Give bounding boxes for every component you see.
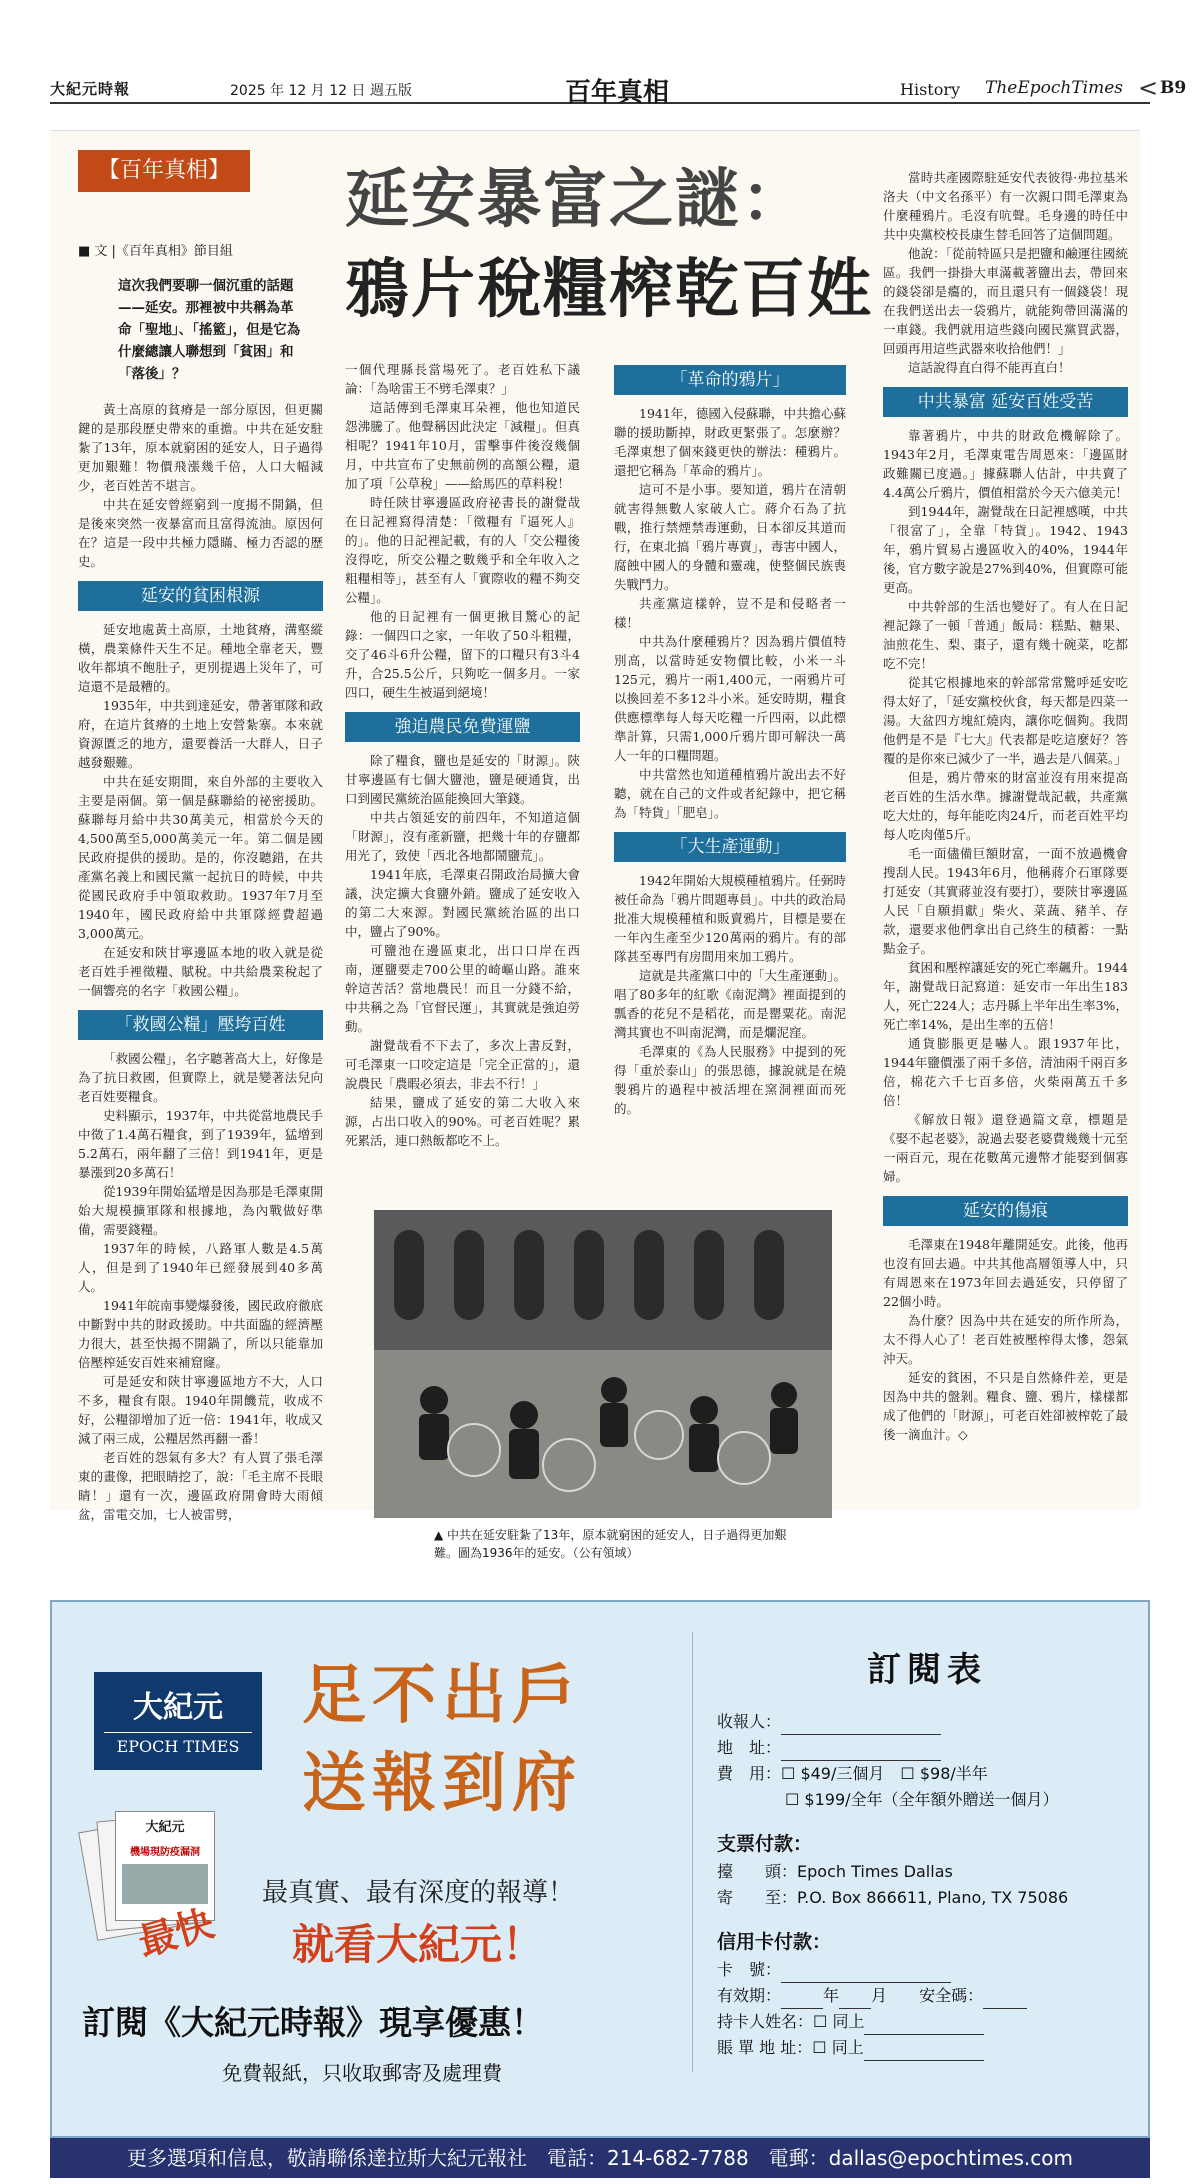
paragraph: 中共幹部的生活也變好了。有人在日記裡記錄了一頓「普通」飯局：糕點、糖果、油煎花生、梨、棗子，還有幾十碗菜，吃都吃不完！ <box>883 599 1128 671</box>
paragraph: 這就是共產黨口中的「大生產運動」。唱了80多年的紅歌《南泥灣》裡面提到的瓢香的花兒不是稻花，而是罌粟花。南泥灣其實也不叫南泥灣，而是爛泥窪。 <box>614 968 846 1040</box>
paragraph: 這可不是小事。要知道，鴉片在清朝就害得無數人家破人亡。蔣介石為了抗戰，推行禁煙禁毒運動，日本卻反其道而行，在東北搞「鴉片專賣」，毒害中國人，腐蝕中國人的身體和靈魂，使整個民族喪失戰鬥力。 <box>614 482 846 592</box>
ad-read-epoch: 就看大紀元！ <box>292 1920 545 1969</box>
paragraph: 在延安和陝甘寧邊區本地的收入就是從老百姓手裡徵糧、賦稅。中共給農業稅起了一個響亮的名字「救國公糧」。 <box>78 945 323 998</box>
option-3-months[interactable]: ☐ $49/三個月 <box>781 1764 885 1783</box>
ad-slogan: 最真實、最有深度的報導！ <box>262 1878 575 1908</box>
card-number-field[interactable]: 卡 號： <box>717 1957 1137 1983</box>
chevron-left-icon: < <box>1138 74 1159 102</box>
paragraph: 謝覺哉看不下去了，多次上書反對，可毛澤東一口咬定這是「完全正當的」，還說農民「農暇必須去，非去不行！」 <box>345 1038 580 1091</box>
ad-free-paper: 免費報紙，只收取郵寄及處理費 <box>222 2061 502 2085</box>
paragraph: 中共為什麼種鴉片？因為鴉片價值特別高，以當時延安物價比較，小米一斗125元，鴉片一兩1,400元，一兩鴉片可以換回差不多12斗小米。延安時期，糧食供應標準每人每天吃糧一斤四兩，以此標準計算，只需1,000斤鴉片即可解決一萬人一年的口糧問題。 <box>614 634 846 763</box>
paragraph: 中共在延安期間，來自外部的主要收入主要是兩個。第一個是蘇聯給的祕密援助。蘇聯每月給中共30萬美元，相當於今天的4,500萬至5,000萬美元一年。第二個是國民政府提供的援助。是的，你沒聽錯，在共產黨名義上和國民黨一起抗日的時候，中共從國民政府手中領取救助。1937年7月至1940年，國民政府給中共軍隊經費超過3,000萬元。 <box>78 774 323 941</box>
cardholder-field[interactable]: 持卡人姓名：☐ 同上 <box>717 2009 1137 2035</box>
issue-date: 2025 年 12 月 12 日 週五版 <box>230 83 412 99</box>
masthead-logo: 大紀元時報 <box>50 80 131 98</box>
paragraph: 1942年開始大規模種植鴉片。任弼時被任命為「鴉片問題專員」。中共的政治局批准大規模種植和販賣鴉片，目標是要在一年內生產至少120萬兩的鴉片。有的部隊甚至專門有房間用來加工鴉片。 <box>614 873 846 964</box>
article-column-1 <box>78 400 323 1524</box>
ad-subscribe-offer: 訂閱《大紀元時報》現享優惠！ <box>82 2003 544 2042</box>
paragraph: 為什麼？因為中共在延安的所作所為，太不得人心了！老百姓被壓榨得太慘，怨氣沖天。 <box>883 1313 1128 1366</box>
paragraph: 黃土高原的貧瘠是一部分原因，但更關鍵的是那段歷史帶來的重擔。中共在延安駐紮了13年，原本就窮困的延安人，日子過得更加艱難！物價飛漲幾千倍，人口大幅減少，老百姓苦不堪言。 <box>78 402 323 493</box>
ad-headline-1: 足不出戶 <box>302 1658 582 1733</box>
option-full-year[interactable]: ☐ $199/全年（全年額外贈送一個月） <box>785 1790 1059 1809</box>
card-payment-heading: 信用卡付款： <box>717 1931 832 1953</box>
section-title: 百年真相 <box>565 78 670 108</box>
logo-english: EPOCH TIMES <box>104 1732 252 1756</box>
paragraph: 延安地處黃土高原，土地貧瘠，溝壑縱橫，農業條件天生不足。種地全靠老天，豐收年都填不飽肚子，更別提遇上災年了，可這還不是最糟的。 <box>78 622 323 694</box>
byline: ■ 文 |《百年真相》節目組 <box>78 244 233 259</box>
subheading: 延安的傷痕 <box>883 1196 1128 1226</box>
paragraph: 1941年，德國入侵蘇聯，中共擔心蘇聯的援助斷掉，財政更緊張了。怎麼辦？毛澤東想了個來錢更快的辦法：種鴉片。還把它稱為「革命的鴉片」。 <box>614 406 846 478</box>
same-as-above-checkbox[interactable]: ☐ 同上 <box>813 2012 865 2031</box>
ad-fastest: 最快 <box>133 1900 219 1965</box>
historical-photo <box>374 1210 832 1518</box>
paragraph: 共產黨這樣幹，豈不是和侵略者一樣！ <box>614 596 846 630</box>
paragraph: 他的日記裡有一個更揪目驚心的記錄：一個四口之家，一年收了50斗粗糧，交了46斗6升公糧，留下的口糧只有3斗4升，合25.5公斤，只夠吃一個多月。一家四口，硬生生被逼到絕境！ <box>345 609 580 700</box>
epoch-times-logo <box>94 1672 262 1770</box>
paragraph: 可是延安和陝甘寧邊區地方不大，人口不多，糧食有限。1940年開饑荒，收成不好，公糧卻增加了近一倍：1941年，收成又減了兩三成，公糧居然再翻一番！ <box>78 1374 323 1446</box>
paragraph: 中共當然也知道種植鴉片說出去不好聽，就在自己的文件或者紀錄中，把它稱為「特貨」「肥皂」。 <box>614 767 846 820</box>
fee-options: 費 用：☐ $49/三個月 ☐ $98/半年 <box>717 1764 988 1783</box>
paragraph: 1935年，中共到達延安，帶著軍隊和政府，在這片貧瘠的土地上安營紮寨。本來就資源匱乏的地方，還要養活一大群人，日子越發艱難。 <box>78 698 323 770</box>
subheading: 「救國公糧」壓垮百姓 <box>78 1010 323 1040</box>
paragraph: 延安的貧困，不只是自然條件差，更是因為中共的盤剝。糧食、鹽、鴉片，樣樣都成了他們的「財源」，可老百姓卻被榨乾了最後一滴血汁。◇ <box>883 1370 1128 1442</box>
paragraph: 史料顯示，1937年，中共從當地農民手中徵了1.4萬石糧食，到了1939年，猛增到5.2萬石，兩年翻了三倍！到1941年，更是暴漲到20多萬石！ <box>78 1108 323 1180</box>
paragraph: 結果，鹽成了延安的第二大收入來源，占出口收入的90%。可老百姓呢？累死累活，連口熱飯都吃不上。 <box>345 1095 580 1148</box>
paragraph: 除了糧食，鹽也是延安的「財源」。陝甘寧邊區有七個大鹽池，鹽是硬通貨，出口到國民黨統治區能換回大筆錢。 <box>345 753 580 806</box>
address-field[interactable]: 地 址： <box>717 1735 1137 1761</box>
page-number: B9 <box>1160 78 1187 98</box>
ad-headline-2: 送報到府 <box>302 1746 582 1821</box>
subscription-form <box>717 1642 1137 2061</box>
paragraph: 但是，鴉片帶來的財富並沒有用來提高老百姓的生活水準。據謝覺哉記載，共產黨吃大灶的，每年能吃肉24斤，而老百姓平均每人吃肉僅5斤。 <box>883 770 1128 842</box>
paragraph: 當時共產國際駐延安代表彼得·弗拉基米洛夫（中文名孫平）有一次親口問毛澤東為什麼種鴉片。毛沒有吭聲。毛身邊的時任中共中央黨校校長康生替毛回答了這個問題。 <box>883 170 1128 242</box>
paragraph: 時任陝甘寧邊區政府祕書長的謝覺哉在日記裡寫得清楚：「徵糧有『逼死人』的」。他的日記裡記載，有的人「交公糧後沒得吃，所交公糧之數幾乎和全年收入之粗糧相等」，甚至有人「實際收的糧不夠交公糧」。 <box>345 495 580 605</box>
paragraph: 從1939年開始猛增是因為那是毛澤東開始大規模擴軍隊和根據地，為內戰做好準備，需要錢糧。 <box>78 1184 323 1237</box>
billing-address-field[interactable]: 賬 單 地 址：☐ 同上 <box>717 2035 1137 2061</box>
paragraph: 一個代理縣長當場死了。老百姓私下議論：「為啥雷王不劈毛澤東？」 <box>345 362 580 396</box>
paragraph: 從其它根據地來的幹部常常驚呼延安吃得太好了，「延安黨校伙食，每天都是四菜一湯。大盆四方塊紅燒肉，讓你吃個夠。我問他們是不是『七大』代表都是吃這麼好？答覆的是你來已減少了一半，過去是八個菜。」 <box>883 675 1128 766</box>
payee-row: 擡 頭：Epoch Times Dallas <box>717 1862 953 1881</box>
paragraph: 1941年皖南事變爆發後，國民政府徹底中斷對中共的財政援助。中共面臨的經濟壓力很大，甚至快揭不開鍋了，所以只能靠加倍壓榨延安百姓來補窟窿。 <box>78 1298 323 1370</box>
paper-masthead: 大紀元 <box>145 1820 185 1835</box>
subheading: 延安的貧困根源 <box>78 581 323 611</box>
subheading: 「大生產運動」 <box>614 832 846 862</box>
option-half-year[interactable]: ☐ $98/半年 <box>900 1764 988 1783</box>
paragraph: 中共在延安曾經窮到一度揭不開鍋，但是後來突然一夜暴富而且富得流油。原因何在？這是一段中共極力隱瞞、極力否認的歷史。 <box>78 497 323 569</box>
headline-line-1: 延安暴富之謎： <box>345 162 807 237</box>
paragraph: 毛一面儘備巨額財富，一面不放過機會搜刮人民。1943年6月，他稱蔣介石軍隊要打延安（其實蔣並沒有要打），要陝甘寧邊區人民「自願捐獻」柴火、菜蔬、豬羊、存款，還要求他們拿出自己終生的積蓄：一點點金子。 <box>883 846 1128 956</box>
photo-caption: ▲ 中共在延安駐紮了13年，原本就窮困的延安人，日子過得更加艱難。圖為1936年的延安。（公有領域） <box>434 1528 787 1560</box>
headline-line-2: 鴉片稅糧榨乾百姓 <box>345 252 873 327</box>
paragraph: 中共占領延安的前四年，不知道這個「財源」，沒有產新鹽，把幾十年的存鹽都用光了，致使「西北各地都鬧鹽荒」。 <box>345 810 580 863</box>
recipient-field[interactable]: 收報人： <box>717 1709 1137 1735</box>
expiry-field[interactable]: 有效期： 年 月 安全碼： <box>717 1983 1137 2009</box>
paragraph: 1941年底，毛澤東召開政治局擴大會議，決定擴大食鹽外銷。鹽成了延安收入的第二大來源。對國民黨統治區的出口中，鹽占了90%。 <box>345 867 580 939</box>
paragraph: 1937年的時候，八路軍人數是4.5萬人，但是到了1940年已經發展到40多萬人。 <box>78 1241 323 1294</box>
check-payment-heading: 支票付款： <box>717 1833 813 1855</box>
paragraph: 這話傳到毛澤東耳朵裡，他也知道民怨沸騰了。他聲稱因此決定「減糧」。但真相呢？1941年10月，雷擊事件後沒幾個月，中共宣布了史無前例的高額公糧，還加了項「公草稅」——給馬匹的草料稅！ <box>345 400 580 491</box>
paragraph: 《解放日報》還登過篇文章，標題是《娶不起老婆》，說過去娶老婆費幾幾十元至一兩百元，現在花數萬元邊幣才能娶到個寡婦。 <box>883 1112 1128 1184</box>
paragraph: 靠著鴉片，中共的財政危機解除了。1943年2月，毛澤東電告周恩來：「邊區財政難關已度過。」據蘇聯人估計，中共賣了4.4萬公斤鴉片，價值相當於今天六億美元！ <box>883 428 1128 500</box>
subheading: 強迫農民免費運鹽 <box>345 712 580 742</box>
page-header <box>50 72 1187 108</box>
article-column-4 <box>883 168 1128 1444</box>
publication-name: TheEpochTimes <box>985 78 1124 98</box>
paragraph: 毛澤東在1948年離開延安。此後，他再也沒有回去過。中共其他高層領導人中，只有周恩來在1973年回去過延安，只停留了22個小時。 <box>883 1237 1128 1309</box>
paragraph: 通貨膨脹更是嚇人。跟1937年比，1944年鹽價漲了兩千多倍，清油兩千兩百多倍，棉花六千七百多倍，火柴兩萬五千多倍！ <box>883 1036 1128 1108</box>
form-title: 訂閱表 <box>867 1650 987 1690</box>
paragraph: 「救國公糧」，名字聽著高大上，好像是為了抗日救國，但實際上，就是變著法兒向老百姓要糧食。 <box>78 1051 323 1104</box>
paragraph: 貧困和壓榨讓延安的死亡率飆升。1944年，謝覺哉日記寫道：延安市一年出生183人，死亡224人；志丹縣上半年出生率3%，死亡率14%，是出生率的五倍！ <box>883 960 1128 1032</box>
paragraph: 他說：「從前特區只是把鹽和鹼運往國統區。我們一掛掛大車滿載著鹽出去，帶回來的錢袋卻是癟的，而且還只有一個錢袋！現在我們送出去一袋鴉片，就能夠帶回滿滿的一車錢。我們就用這些錢向國民黨買武器，回頭再用這些武器來收拾他們！」 <box>883 246 1128 356</box>
mail-to-row: 寄 至：P.O. Box 866611, Plano, TX 75086 <box>717 1888 1069 1907</box>
paragraph: 這話說得直白得不能再直白！ <box>908 360 1071 375</box>
paragraph: 毛澤東的《為人民服務》中提到的死得「重於泰山」的張思德，據說就是在燒製鴉片的過程中被活埋在窯洞裡面而死的。 <box>614 1044 846 1116</box>
section-english: History <box>900 80 961 99</box>
paper-headline: 機場現防疫漏洞 <box>130 1847 200 1858</box>
paragraph: 老百姓的怨氣有多大？有人買了張毛澤東的畫像，把眼睛挖了，說：「毛主席不長眼睛！」還有一次，邊區政府開會時大雨傾盆，雷電交加，七人被雷劈， <box>78 1450 323 1522</box>
lead-paragraph: 這次我們要聊一個沉重的話題——延安。那裡被中共稱為革命「聖地」、「搖籃」，但是它為什麼總讓人聯想到「貧困」和「落後」？ <box>118 278 301 382</box>
logo-chinese: 大紀元 <box>133 1690 223 1725</box>
paragraph: 到1944年，謝覺哉在日記裡感嘆，中共「很富了」，全靠「特貨」。1942、1943年，鴉片貿易占邊區收入的40%，1944年後，官方數字說是27%到40%，但實際可能更高。 <box>883 504 1128 595</box>
photo-illustration <box>374 1210 832 1518</box>
same-as-above-checkbox[interactable]: ☐ 同上 <box>812 2038 864 2057</box>
column-tag: 【百年真相】 <box>78 150 250 192</box>
subscription-ad <box>50 1600 1150 2138</box>
article-column-2 <box>345 360 580 1150</box>
paragraph: 可鹽池在邊區東北，出口口岸在西南，運鹽要走700公里的崎嶇山路。誰來幹這苦活？當地農民！而且一分錢不給，中共稱之為「官督民運」，其實就是強迫勞動。 <box>345 943 580 1034</box>
divider <box>692 1632 693 2072</box>
subheading: 「革命的鴉片」 <box>614 365 846 395</box>
subheading: 中共暴富 延安百姓受苦 <box>883 387 1128 417</box>
contact-footer: 更多選項和信息，敬請聯係達拉斯大紀元報社 電話：214-682-7788 電郵：dallas@epochtimes.com <box>50 2138 1150 2178</box>
article-column-3 <box>614 365 846 1118</box>
